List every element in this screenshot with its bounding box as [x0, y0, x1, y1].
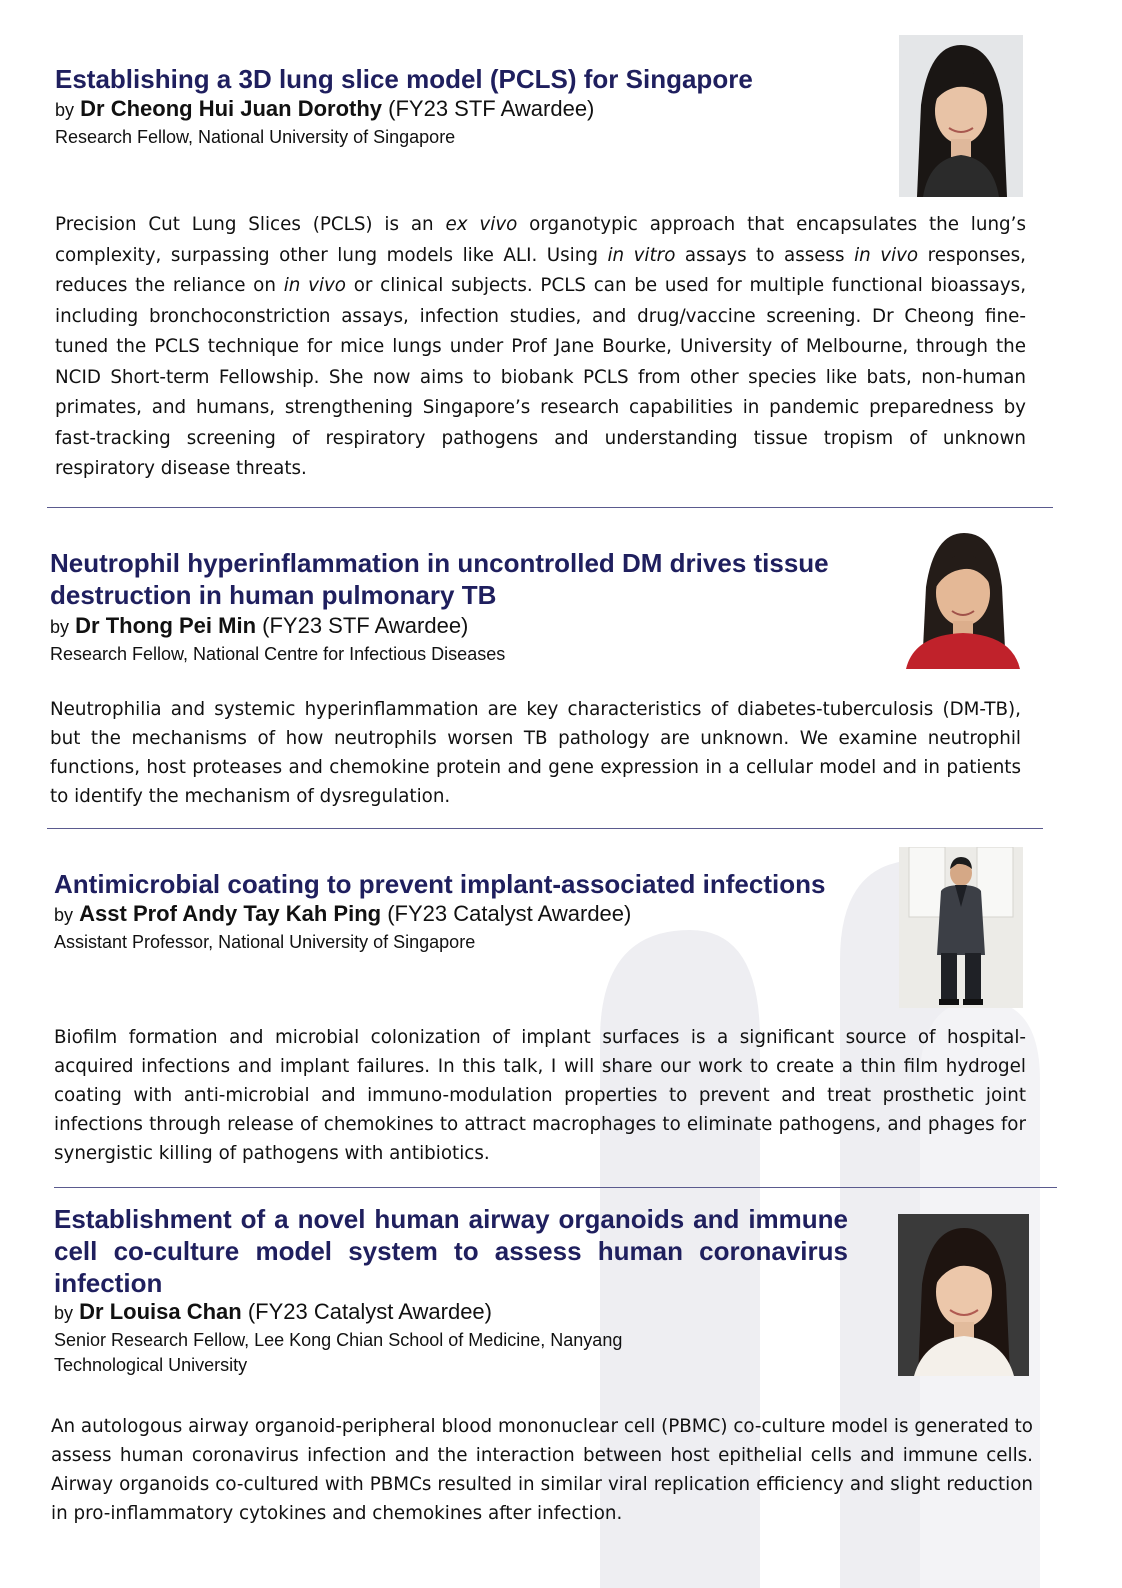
- author-byline: by Asst Prof Andy Tay Kah Ping (FY23 Catalyst Awardee): [54, 901, 632, 926]
- author-name: Dr Cheong Hui Juan Dorothy: [80, 96, 383, 121]
- author-affiliation: Assistant Professor, National University of Singapore: [54, 932, 476, 952]
- article-body: Neutrophilia and systemic hyperinflammation are key characteristics of diabetes-tuberculosis (DM-TB), but the mechanisms of how neutrophils worsen TB pathology are unknown. We examine neutrophil functions, host proteases and chemokine protein and gene expression in a cellular model and in patients to identify the mechanism of dysregulation.: [50, 699, 1021, 807]
- article-title: Antimicrobial coating to prevent implant-associated infections: [54, 869, 826, 899]
- author-photo: [898, 1214, 1029, 1376]
- article-title: Neutrophil hyperinflammation in uncontrolled DM drives tissue destruction in human pulmonary TB: [50, 548, 829, 610]
- author-byline: by Dr Thong Pei Min (FY23 STF Awardee): [50, 613, 469, 638]
- article-body: Precision Cut Lung Slices (PCLS) is an ex vivo organotypic approach that encapsulates the lung’s complexity, surpassing other lung models like ALI. Using in vitro assays to assess in vivo responses, reduces the reliance on in vivo or clinical subjects. PCLS can be used for multiple functional bioassays, including bronchoconstriction assays, infection studies, and drug/vaccine screening. Dr Cheong fine-tuned the PCLS technique for mice lungs under Prof Jane Bourke, University of Melbourne, through the NCID Short-term Fellowship. She now aims to biobank PCLS from other species like bats, non-human primates, and humans, strengthening Singapore’s research capabilities in pandemic preparedness by fast-tracking screening of respiratory pathogens and understanding tissue tropism of unknown respiratory disease threats.: [55, 214, 1027, 479]
- award-label: (FY23 STF Awardee): [388, 96, 595, 121]
- author-name: Dr Thong Pei Min: [75, 613, 257, 638]
- award-label: (FY23 Catalyst Awardee): [247, 1299, 492, 1324]
- author-photo: [899, 847, 1023, 1008]
- section-divider: [47, 828, 1043, 829]
- author-photo: [900, 527, 1027, 669]
- author-byline: by Dr Cheong Hui Juan Dorothy (FY23 STF Awardee): [55, 96, 595, 121]
- article-title: Establishment of a novel human airway organoids and immune cell co-culture model system to assess human coronavirus infection: [54, 1204, 848, 1298]
- author-name: Asst Prof Andy Tay Kah Ping: [79, 901, 382, 926]
- author-name: Dr Louisa Chan: [79, 1299, 242, 1324]
- author-affiliation: Senior Research Fellow, Lee Kong Chian School of Medicine, Nanyang Technological University: [54, 1330, 623, 1375]
- article-body: Biofilm formation and microbial colonization of implant surfaces is a significant source of hospital-acquired infections and implant failures. In this talk, I will share our work to create a thin film hydrogel coating with anti-microbial and immuno-modulation properties to prevent and treat prosthetic joint infections through release of chemokines to attract macrophages to eliminate pathogens, and phages for synergistic killing of pathogens with antibiotics.: [54, 1027, 1026, 1164]
- article-body: An autologous airway organoid-peripheral blood mononuclear cell (PBMC) co-culture model is generated to assess human coronavirus infection and the interaction between host epithelial cells and immune cells. Airway organoids co-cultured with PBMCs resulted in similar viral replication efficiency and slight reduction in pro-inflammatory cytokines and chemokines after infection.: [51, 1416, 1033, 1524]
- author-affiliation: Research Fellow, National Centre for Infectious Diseases: [50, 644, 506, 664]
- author-affiliation: Research Fellow, National University of Singapore: [55, 127, 456, 147]
- article-title: Establishing a 3D lung slice model (PCLS) for Singapore: [55, 64, 753, 94]
- section-divider: [47, 507, 1053, 508]
- award-label: (FY23 Catalyst Awardee): [387, 901, 632, 926]
- author-photo: [899, 35, 1023, 197]
- award-label: (FY23 STF Awardee): [262, 613, 469, 638]
- author-byline: by Dr Louisa Chan (FY23 Catalyst Awardee): [54, 1299, 492, 1324]
- section-divider: [54, 1187, 1057, 1188]
